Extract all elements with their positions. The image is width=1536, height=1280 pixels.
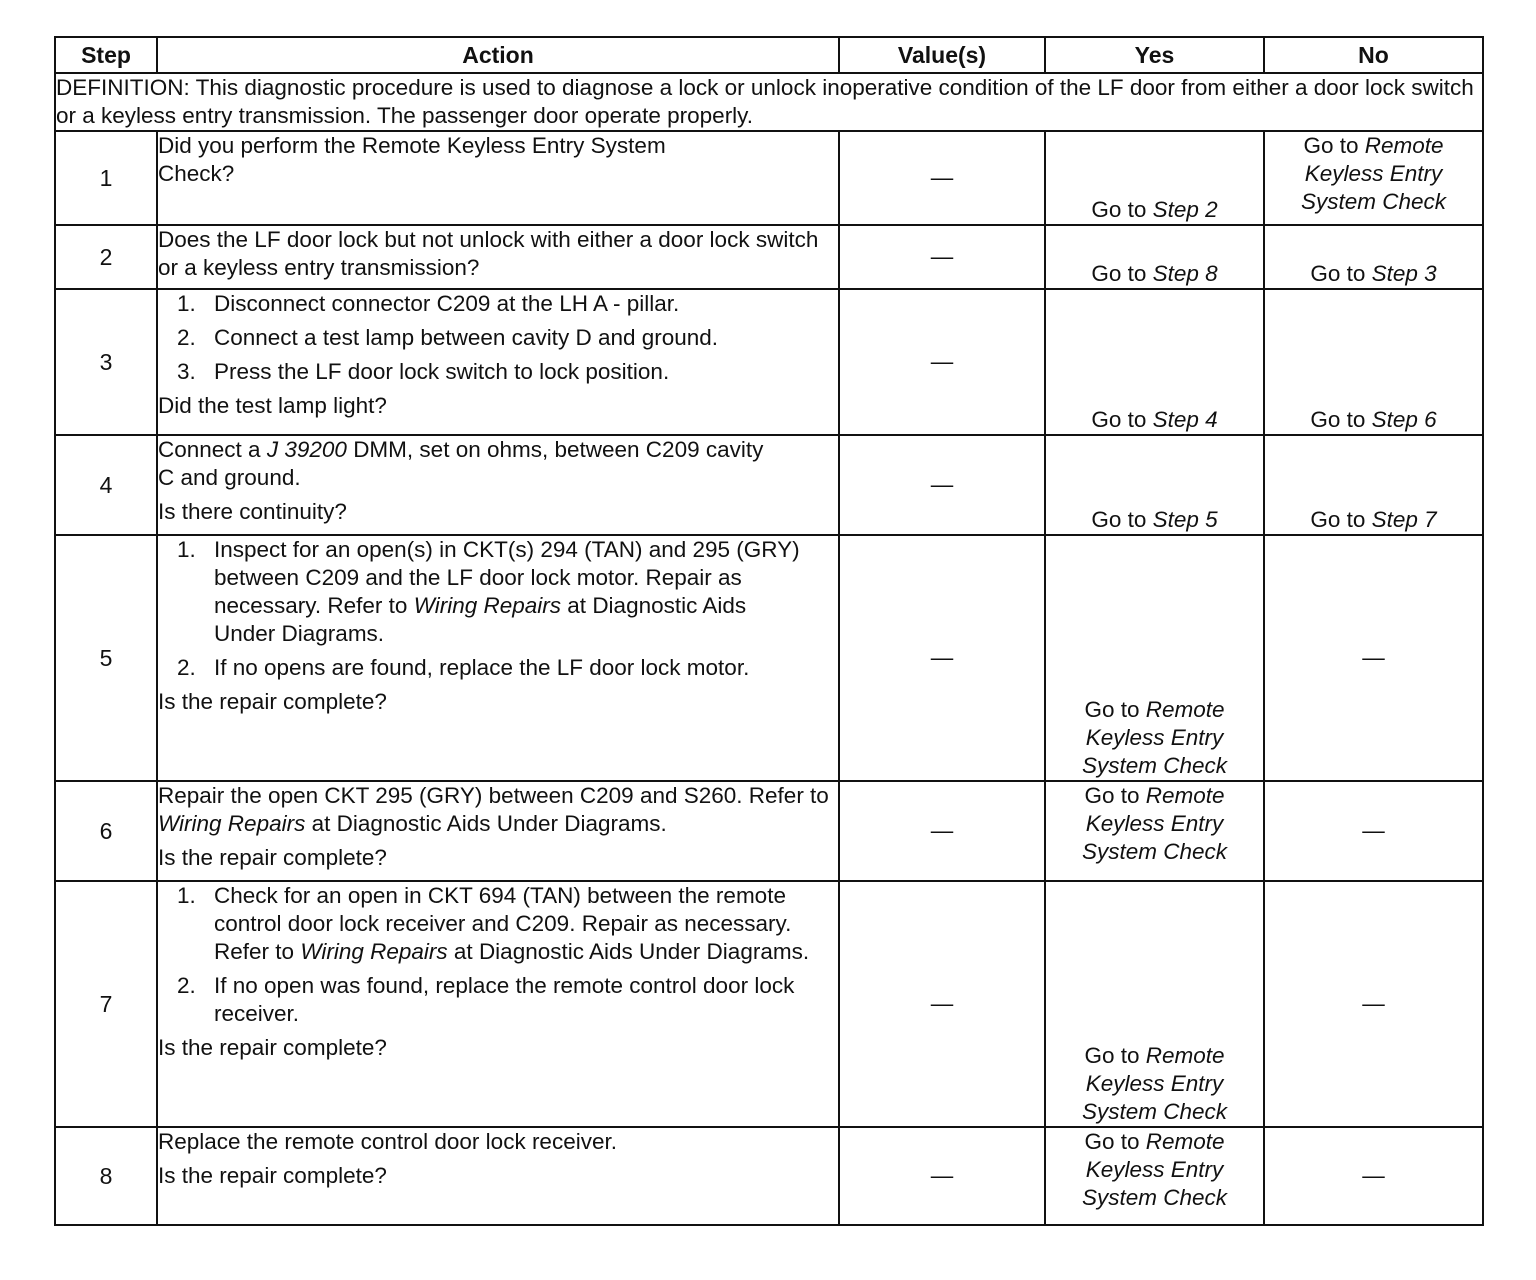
header-values: Value(s) (839, 37, 1045, 73)
table-row (55, 289, 1483, 435)
value-cell (839, 1127, 1045, 1225)
action-steps-list (158, 290, 838, 386)
no-dash: — (1362, 991, 1385, 1016)
value-dash: — (930, 645, 954, 670)
step-number: 8 (55, 1127, 157, 1225)
yes-cell (1045, 435, 1264, 535)
no-cell (1264, 881, 1483, 1127)
table-row (55, 131, 1483, 225)
action-cell (157, 881, 839, 1127)
step-number: 3 (55, 289, 157, 435)
list-item: 2. Connect a test lamp between cavity D and ground. (202, 324, 838, 352)
action-question: Is the repair complete? (158, 1035, 387, 1060)
yes-cell (1045, 131, 1264, 225)
list-item (202, 882, 838, 966)
yes-target: Step 4 (1152, 407, 1218, 432)
go-to-label: Go to (1310, 407, 1366, 432)
action-cell (157, 535, 839, 781)
no-target: Step 6 (1371, 407, 1437, 432)
go-to-label: Go to (1091, 261, 1147, 286)
no-cell (1264, 535, 1483, 781)
action-text (158, 782, 838, 838)
yes-cell (1045, 881, 1264, 1127)
list-item: 2. If no open was found, replace the remote control door lock receiver. (202, 972, 838, 1028)
action-text-part: Inspect for an open(s) in CKT(s) 294 (TAN) and 295 (GRY) between C209 and the LF door lock motor. Repair as necessary. Refer to (214, 537, 800, 618)
no-cell (1264, 289, 1483, 435)
step-number: 4 (55, 435, 157, 535)
list-item: 3. Press the LF door lock switch to lock position. (202, 358, 838, 386)
step-number: 1 (55, 131, 157, 225)
action-text-part: Repair the open CKT 295 (GRY) between C209 and S260. Refer to (158, 783, 829, 808)
wiring-repairs-reference: Wiring Repairs (158, 811, 306, 836)
header-row (55, 37, 1483, 73)
step-number: 2 (55, 225, 157, 289)
header-action: Action (157, 37, 839, 73)
go-to-label: Go to (1084, 1129, 1140, 1154)
yes-target: Remote Keyless Entry System Check (1081, 1043, 1228, 1124)
go-to-label: Go to (1084, 783, 1140, 808)
value-dash: — (930, 349, 954, 374)
go-to-label: Go to (1091, 197, 1147, 222)
no-target: Step 7 (1371, 507, 1437, 532)
table-row (55, 781, 1483, 881)
action-text-part: at Diagnostic Aids Under Diagrams. (453, 939, 810, 964)
list-item: 2. If no opens are found, replace the LF door lock motor. (202, 654, 802, 682)
yes-target: Step 8 (1152, 261, 1218, 286)
wiring-repairs-reference: Wiring Repairs (413, 593, 562, 618)
step-number: 7 (55, 881, 157, 1127)
action-cell (157, 435, 839, 535)
header-step: Step (55, 37, 157, 73)
yes-target: Step 5 (1152, 507, 1218, 532)
table-row (55, 881, 1483, 1127)
no-cell (1264, 435, 1483, 535)
action-cell (157, 781, 839, 881)
yes-cell (1045, 1127, 1264, 1225)
yes-target: Remote Keyless Entry System Check (1081, 1129, 1228, 1210)
value-dash: — (930, 991, 954, 1016)
no-cell (1264, 131, 1483, 225)
action-text-part: Check for an open in CKT 694 (TAN) between the remote control door lock receiver and C209. Repair as necessary. Refer to (214, 883, 792, 964)
action-question: Is the repair complete? (158, 689, 387, 714)
value-dash: — (930, 818, 954, 843)
action-text-part: Connect a (158, 437, 261, 462)
no-cell (1264, 781, 1483, 881)
value-cell (839, 881, 1045, 1127)
table-row (55, 1127, 1483, 1225)
definition-text: DEFINITION: This diagnostic procedure is used to diagnose a lock or unlock inoperative condition of the LF door from either a door lock switch or a keyless entry transmission. The passenger door operate properly. (55, 73, 1483, 131)
yes-target: Remote Keyless Entry System Check (1081, 697, 1228, 778)
go-to-label: Go to (1310, 507, 1366, 532)
value-cell (839, 131, 1045, 225)
header-yes: Yes (1045, 37, 1264, 73)
yes-target: Remote Keyless Entry System Check (1081, 783, 1228, 864)
header-no: No (1264, 37, 1483, 73)
step-number: 6 (55, 781, 157, 881)
action-steps-list (158, 882, 838, 1028)
action-question: Is there continuity? (158, 499, 347, 524)
no-dash: — (1362, 645, 1385, 670)
action-question: Did the test lamp light? (158, 393, 387, 418)
table-row (55, 535, 1483, 781)
go-to-label: Go to (1091, 507, 1147, 532)
go-to-label: Go to (1084, 697, 1140, 722)
action-text: Did you perform the Remote Keyless Entry System Check? (158, 133, 666, 186)
action-text-part: at Diagnostic Aids Under Diagrams. (214, 593, 747, 646)
go-to-label: Go to (1303, 133, 1359, 158)
go-to-label: Go to (1084, 1043, 1140, 1068)
value-dash: — (930, 472, 954, 497)
action-text (158, 436, 778, 492)
action-cell (157, 225, 839, 289)
definition-row (55, 73, 1483, 131)
value-dash: — (930, 165, 954, 190)
no-dash: — (1362, 818, 1385, 843)
yes-cell (1045, 225, 1264, 289)
go-to-label: Go to (1310, 261, 1366, 286)
value-cell (839, 781, 1045, 881)
no-dash: — (1362, 1163, 1385, 1188)
action-steps-list (158, 536, 802, 682)
table-row (55, 435, 1483, 535)
no-target: Step 3 (1371, 261, 1437, 286)
wiring-repairs-reference: Wiring Repairs (300, 939, 448, 964)
action-text-part: DMM, set on ohms, between C209 cavity C and ground. (158, 437, 764, 490)
no-target: Remote Keyless Entry System Check (1300, 133, 1447, 214)
step-number: 5 (55, 535, 157, 781)
value-dash: — (930, 244, 954, 269)
action-cell (157, 1127, 839, 1225)
list-item: 1. Disconnect connector C209 at the LH A - pillar. (202, 290, 838, 318)
action-text-part: at Diagnostic Aids Under Diagrams. (311, 811, 667, 836)
yes-target: Step 2 (1152, 197, 1218, 222)
value-cell (839, 435, 1045, 535)
yes-cell (1045, 289, 1264, 435)
action-text: Replace the remote control door lock receiver. (158, 1129, 617, 1154)
list-item (202, 536, 802, 648)
yes-cell (1045, 535, 1264, 781)
action-cell (157, 131, 839, 225)
action-cell (157, 289, 839, 435)
value-cell (839, 225, 1045, 289)
no-cell (1264, 225, 1483, 289)
value-cell (839, 535, 1045, 781)
value-dash: — (930, 1163, 954, 1188)
value-cell (839, 289, 1045, 435)
no-cell (1264, 1127, 1483, 1225)
go-to-label: Go to (1091, 407, 1147, 432)
yes-cell (1045, 781, 1264, 881)
tool-reference: J 39200 (266, 437, 347, 462)
diagnostic-table (54, 36, 1484, 1226)
action-question: Is the repair complete? (158, 1163, 387, 1188)
action-question: Is the repair complete? (158, 845, 387, 870)
action-text: Does the LF door lock but not unlock with either a door lock switch or a keyless entry transmission? (158, 227, 819, 280)
table-row (55, 225, 1483, 289)
